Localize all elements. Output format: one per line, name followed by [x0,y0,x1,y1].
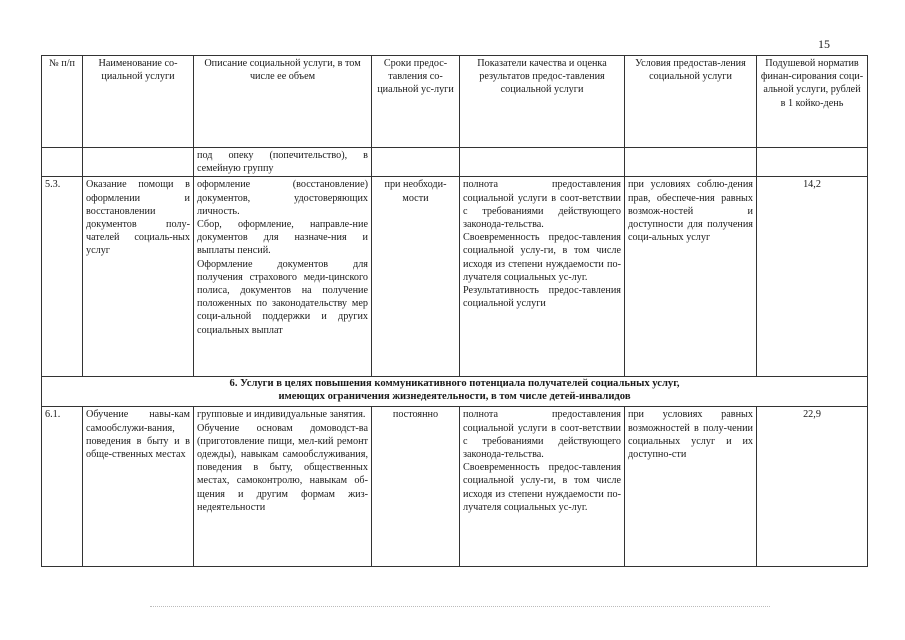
header-num: № п/п [42,56,83,148]
description-paragraph: Оформление документов для получения страхового меди-цинского полиса, документов на получение положенных по законодательству мер соци-альной поддержки и других социальных выплат [197,258,368,336]
row-conditions: при условиях соблю-дения прав, обеспече-ния равных возмож-ностей и доступности для получения соци-альных услуг [625,177,757,377]
header-norm: Подушевой норматив финан-сирования соци-альной услуги, рублей в 1 койко-день [757,56,868,148]
row-terms: при необходи-мости [372,177,460,377]
page-number: 15 [818,37,830,51]
row-description [194,177,372,377]
quality-paragraph: полнота предоставления социальной услуги в соот-ветствии с требованиями действующего законода-тельства. [463,179,621,231]
row-conditions: при условиях равных возможностей в полу-чении социальных услуг и их доступно-сти [625,407,757,567]
row-quality [460,177,625,377]
social-services-table [41,55,868,567]
quality-paragraph: Своевременность предос-тавления социальной услу-ги, в том числе исходя из степени нуждаемости по-лучателя социальных ус-луг. [463,462,621,513]
header-service-name: Наименование со-циальной услуги [83,56,194,148]
row-norm: 14,2 [757,177,868,377]
header-terms: Сроки предос-тавления со-циальной ус-луги [372,56,460,148]
header-quality: Показатели качества и оценка результатов предос-тавления социальной услуги [460,56,625,148]
section-title-line2: имеющих ограничения жизнедеятельности, в том числе детей-инвалидов [278,390,631,402]
quality-paragraph: полнота предоставления социальной услуги в соот-ветствии с требованиями действующего законода-тельства. [463,409,621,461]
row-num: 5.3. [42,177,83,377]
scan-artifact-dots [150,606,770,611]
row-service-name: Оказание помощи в оформлении и восстановлении документов полу-чателей социаль-ных услуг [83,177,194,377]
row-norm: 22,9 [757,407,868,567]
table-header-row [42,56,868,148]
row-terms: постоянно [372,407,460,567]
description-paragraph: Обучение основам домоводст-ва (приготовление пищи, мел-кий ремонт одежды), навыкам самообслуживания, поведения в быту, общественных местах, самоконтролю, навыкам об-щения и другим формам жиз-недеятельности [197,422,368,513]
section-heading-row [42,377,868,407]
row-num: 6.1. [42,407,83,567]
table-row [42,407,868,567]
header-conditions: Условия предостав-ления социальной услуги [625,56,757,148]
row-quality [460,407,625,567]
quality-paragraph: Своевременность предос-тавления социальной услу-ги, в том числе исходя из степени нуждаемости по-лучателя социальных ус-луг. [463,232,621,283]
section-title-line1: 6. Услуги в целях повышения коммуникативного потенциала получателей социальных услуг, [229,378,680,390]
description-paragraph: Сбор, оформление, направле-ние документов для назначе-ния и выплаты пенсий. [197,219,368,257]
continuation-description: под опеку (попечительство), в семейную группу [194,148,372,177]
table-row [42,177,868,377]
header-description: Описание социальной услуги, в том числе ее объем [194,56,372,148]
description-paragraph: групповые и индивидуальные занятия. [197,409,366,421]
row-description [194,407,372,567]
quality-paragraph: Результативность предос-тавления социальной услуги [463,285,621,310]
table-row [42,148,868,177]
row-service-name: Обучение навы-кам самообслужи-вания, поведения в быту и в обще-ственных местах [83,407,194,567]
description-paragraph: оформление (восстановление) документов, удостоверяющих личность. [197,179,368,217]
